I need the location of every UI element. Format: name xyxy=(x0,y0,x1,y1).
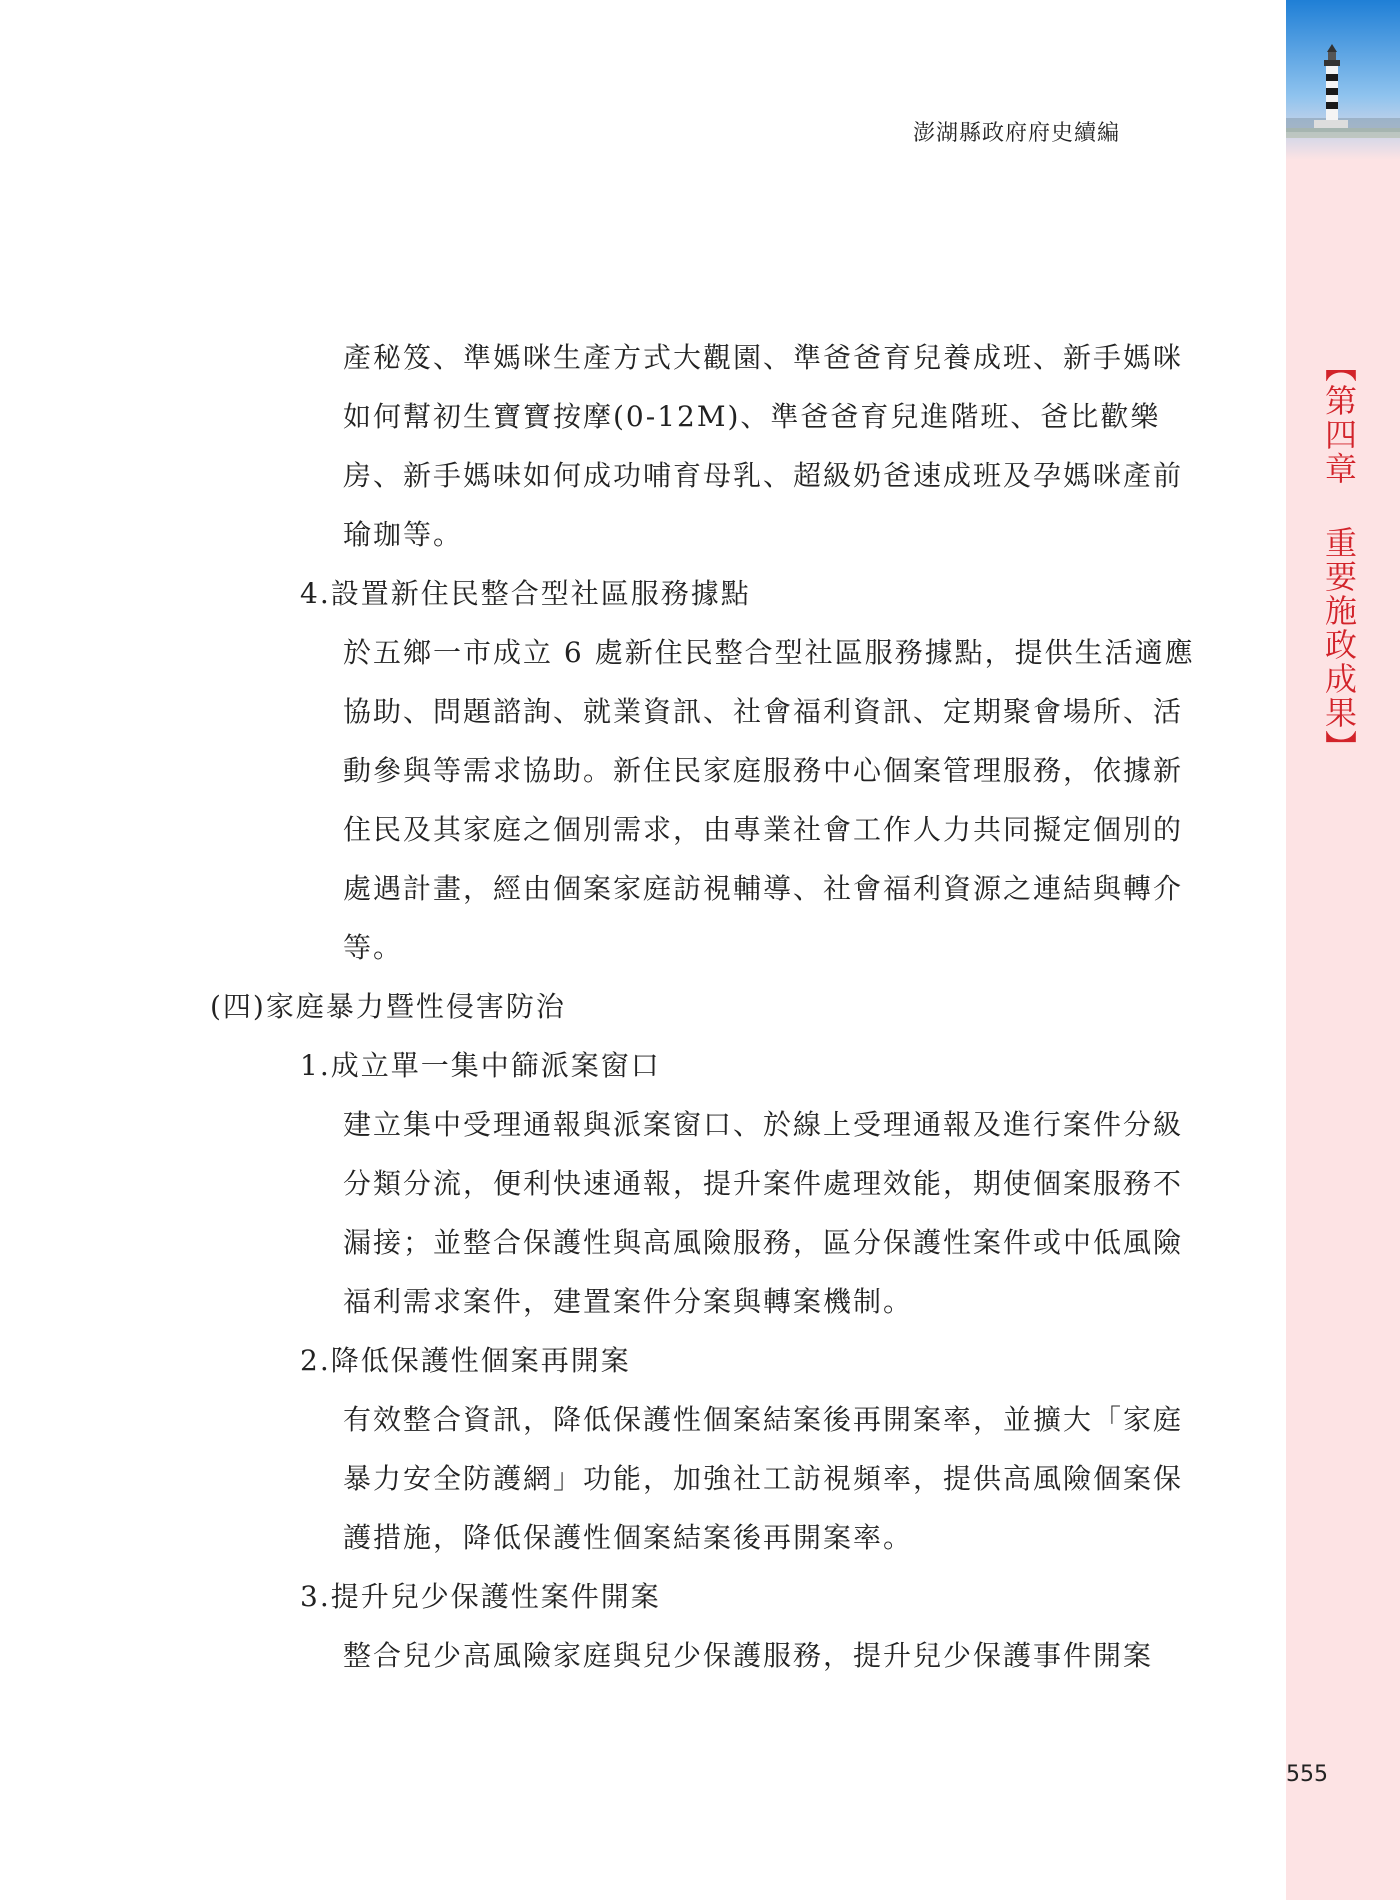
body-line: 處遇計畫，經由個案家庭訪視輔導、社會福利資源之連結與轉介 xyxy=(343,872,1184,905)
body-line: 暴力安全防護網」功能，加強社工訪視頻率，提供高風險個案保 xyxy=(343,1462,1184,1495)
section-heading: (四)家庭暴力暨性侵害防治 xyxy=(210,990,566,1023)
page-number: 555 xyxy=(1286,1762,1328,1787)
body-line: 住民及其家庭之個別需求，由專業社會工作人力共同擬定個別的 xyxy=(343,813,1184,846)
body-line: 等。 xyxy=(343,931,404,964)
body-line: 於五鄉一市成立 6 處新住民整合型社區服務據點，提供生活適應 xyxy=(343,636,1195,669)
lighthouse-photo xyxy=(1286,0,1400,160)
body-line: 有效整合資訊，降低保護性個案結案後再開案率，並擴大「家庭 xyxy=(343,1403,1184,1436)
body-line: 房、新手媽味如何成功哺育母乳、超級奶爸速成班及孕媽咪產前 xyxy=(343,459,1184,492)
body-line: 如何幫初生寶寶按摩(0-12M)、準爸爸育兒進階班、爸比歡樂 xyxy=(343,400,1161,433)
chapter-label: 【第四章 重要施政成果】 xyxy=(1320,350,1358,764)
body-line: 產秘笈、準媽咪生產方式大觀園、準爸爸育兒養成班、新手媽咪 xyxy=(343,341,1184,374)
body-line: 分類分流，便利快速通報，提升案件處理效能，期使個案服務不 xyxy=(343,1167,1184,1200)
body-line: 護措施，降低保護性個案結案後再開案率。 xyxy=(343,1521,914,1554)
body-line: 福利需求案件，建置案件分案與轉案機制。 xyxy=(343,1285,914,1318)
item-heading: 3.提升兒少保護性案件開案 xyxy=(300,1580,661,1613)
item-heading: 1.成立單一集中篩派案窗口 xyxy=(300,1049,661,1082)
book-title: 澎湖縣政府府史續編 xyxy=(912,121,1120,146)
item-heading: 4.設置新住民整合型社區服務據點 xyxy=(300,577,751,610)
body-line: 瑜珈等。 xyxy=(343,518,464,551)
item-heading: 2.降低保護性個案再開案 xyxy=(300,1344,631,1377)
body-line: 動參與等需求協助。新住民家庭服務中心個案管理服務，依據新 xyxy=(343,754,1184,787)
body-line: 協助、問題諮詢、就業資訊、社會福利資訊、定期聚會場所、活 xyxy=(343,695,1184,728)
body-line: 建立集中受理通報與派案窗口、於線上受理通報及進行案件分級 xyxy=(343,1108,1184,1141)
body-line: 整合兒少高風險家庭與兒少保護服務，提升兒少保護事件開案 xyxy=(343,1639,1154,1672)
body-line: 漏接；並整合保護性與高風險服務，區分保護性案件或中低風險 xyxy=(343,1226,1184,1259)
chapter-sidebar xyxy=(1286,0,1400,1900)
